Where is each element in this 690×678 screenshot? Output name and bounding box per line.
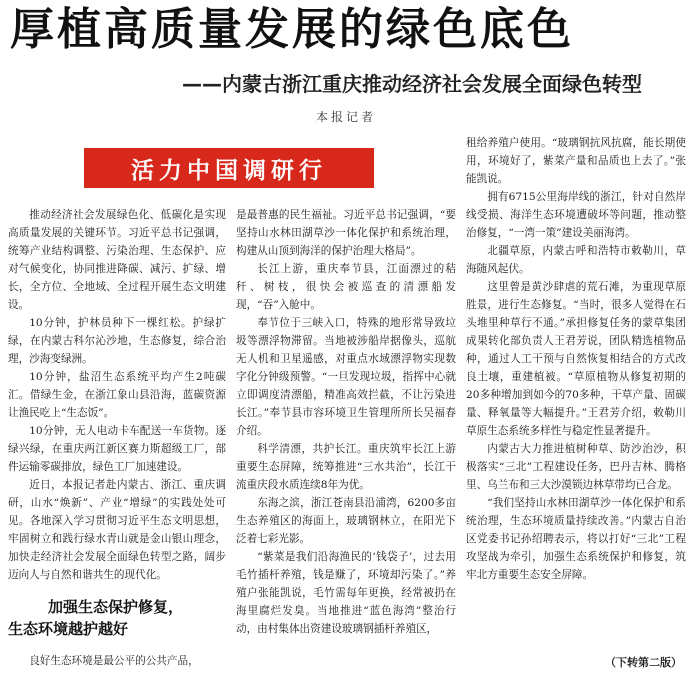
paragraph: 科学清漂，共护长江。重庆筑牢长江上游重要生态屏障，统筹推进“三水共治”，长江干流重庆段水质连续8年为优。 (236, 443, 456, 491)
byline: 本报记者 (316, 110, 377, 124)
paragraph: 拥有6715公里海岸线的浙江，针对自然岸线受损、海洋生态环境遭破坏等问题，推动整治修复，“一湾一策”建设美丽海湾。 (466, 191, 686, 239)
paragraph: “紫菜是我们沿海渔民的‘钱袋子’，过去用毛竹插杆养殖，钱是赚了，环境却污染了。”养殖户张能凯说，毛竹需每年更换，经常被扔在海里腐烂发臭。当地推进“蓝色海湾”整治行动，由村集体出资建设玻璃钢插杆养殖区， (236, 551, 456, 635)
paragraph: 奉节位于三峡入口，特殊的地形常导致垃圾等漂浮物滞留。当地被涉船岸据像头，巡航无人机和卫星遥感，对重点水域漂浮物实现数字化分钟级预警。“一旦发现垃圾，指挥中心就立即调度清漂船，精准高效拦截，不让污染进长江。”奉节县市容环境卫生管理所所长吴福春介绍。 (236, 317, 456, 437)
paragraph: “我们坚持山水林田湖草沙一体化保护和系统治理，生态环境质量持续改善。”内蒙古自治区党委书记孙绍聘表示，将以打好“三北”工程攻坚战为牵引，加强生态系统保护和修复，筑牢北方重要生态安全屏障。 (466, 497, 686, 581)
article-column-2 (236, 206, 456, 672)
continued-note: （下转第二版） (605, 656, 682, 669)
section-heading-line: 加强生态保护修复， (48, 598, 184, 616)
headline: 厚植高质量发展的绿色底色 (10, 4, 574, 55)
paragraph: 良好生态环境是最公平的公共产品， (29, 655, 199, 667)
paragraph: 10分钟，无人电动卡车配送一车货物。逐绿兴绿，在重庆两江新区赛力斯超级工厂，部件运输零碳排放，绿色工厂加速建设。 (8, 425, 226, 473)
paragraph: 长江上游，重庆奉节县，江面漂过的秸秆、树枝，很快会被巡查的清漂船发现，“吞”入舱中。 (236, 263, 456, 311)
section-heading-line: 生态环境越护越好 (8, 620, 129, 638)
paragraph: 内蒙古大力推进植树种草、防沙治沙，积极落实“三北”工程建设任务，巴丹吉林、腾格里、乌兰布和三大沙漠锁边林草带均已合龙。 (466, 443, 686, 491)
paragraph: 这里曾是黄沙肆虐的荒石滩，为重现草原胜景，进行生态修复。“当时，很多人觉得在石头堆里种草行不通。”承担修复任务的蒙草集团成果转化部负责人王君芳说，团队精选植物品种，通过人工干预与自然恢复相结合的方式改良土壤，重建植被。“草原植物从修复初期的20多种增加到如今的70多种，干草产量、固碳量、释氧量等大幅提升。”王君芳介绍，敕勒川草原生态系统多样性与稳定性显著提升。 (466, 281, 686, 437)
article-column-1-continued (8, 652, 226, 674)
section-heading (8, 596, 226, 640)
paragraph: 10分钟，护林员种下一棵红松。护绿扩绿，在内蒙古科尔沁沙地，生态修复，综合治理，沙海变绿洲。 (8, 317, 226, 365)
paragraph: 近日，本报记者赴内蒙古、浙江、重庆调研，山水“焕新”、产业“增绿”的实践处处可见。各地深入学习贯彻习近平生态文明思想，牢固树立和践行绿水青山就是金山银山理念，加快走经济社会发展全面绿色转型之路，阔步迈向人与自然和谐共生的现代化。 (8, 479, 226, 581)
paragraph: 租给养殖户使用。“玻璃钢抗风抗腐，能长期使用，环境好了，紫菜产量和品质也上去了。”张能凯说。 (466, 137, 686, 185)
paragraph: 东海之滨，浙江苍南县沿浦湾，6200多亩生态养殖区的海面上，玻璃钢林立，在阳光下泛着七彩光影。 (236, 497, 456, 545)
article-column-1 (8, 206, 226, 586)
paragraph: 是最普惠的民生福祉。习近平总书记强调，“要坚持山水林田湖草沙一体化保护和系统治理，构建从山顶到海洋的保护治理大格局”。 (236, 209, 456, 257)
paragraph: 推动经济社会发展绿色化、低碳化是实现高质量发展的关键环节。习近平总书记强调，统筹产业结构调整、污染治理、生态保护、应对气候变化，协同推进降碳、减污、扩绿、增长，全方位、全地域、全过程开展生态文明建设。 (8, 209, 226, 311)
article-column-3 (466, 134, 686, 644)
paragraph: 10分钟，盐沼生态系统平均产生2吨碳汇。借绿生金，在浙江象山县沿海，蓝碳资源让渔民吃上“生态饭”。 (8, 371, 226, 419)
column-banner: 活力中国调研行 (84, 148, 374, 188)
subheadline: ——内蒙古浙江重庆推动经济社会发展全面绿色转型 (182, 72, 642, 96)
paragraph: 北疆草原，内蒙古呼和浩特市敕勒川，草海随风起伏。 (466, 245, 686, 275)
